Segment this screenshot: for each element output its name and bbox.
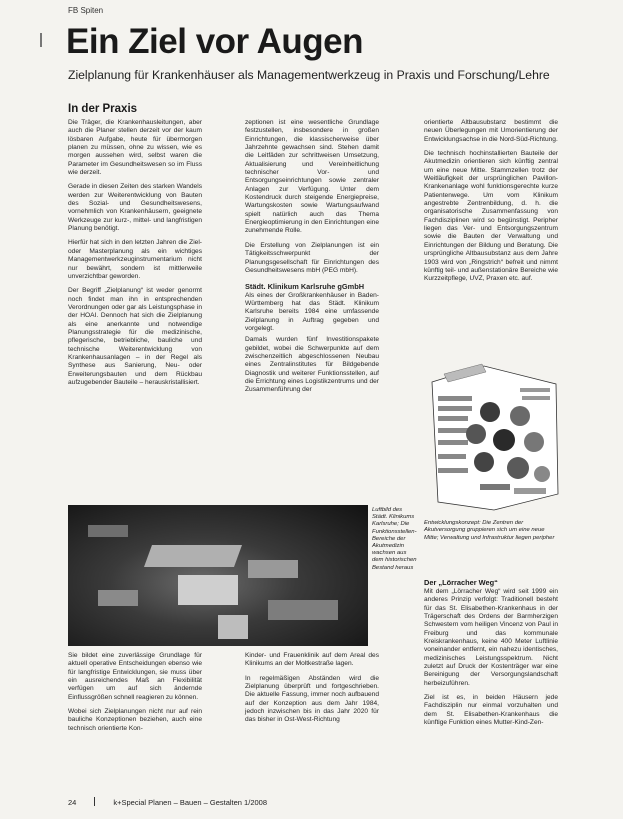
paragraph: Hierfür hat sich in den letzten Jahren die Ziel- oder Masterplanung als ein wichtiges Managementwerkzeuginstrumentarium nicht nur bewährt, sondern ist mittlerweile unverzichtbar geworden. [68, 239, 202, 280]
column-2 [245, 119, 379, 401]
paragraph: Die technisch hochinstallierten Bauteile der Akutmedizin orientieren sich künftig zentral um eine neue Mitte. Stammzellen trotz der Weitläufigkeit der ursprünglichen Pavillon-Krankenanlage wohl funktionsgerechte kurze Patientenwege. Um vom Klinikum angestrebte Zentrenbildung, d. h. die organisatorische Zusammenfassung von Fachdisziplinen wird so begünstigt. Peripher liegen das Ver- und Entsorgungszentrum sowie die Bauten der Verwaltung und Einrichtungen der Bildung und Beratung. Die ursprüngliche Altbausubstanz aus dem Jahre 1903 wird von „Ringstrich“ befreit und nimmt künftig teil- und außenstationäre Bereiche wie Kurzzeitpflege, UVZ, Praxen etc. auf. [424, 150, 558, 283]
paragraph: Kinder- und Frauenklinik auf dem Areal des Klinikums an der Moltkestraße lagen. [245, 652, 379, 668]
paragraph: Ziel ist es, in beiden Häusern jede Fachdisziplin nur einmal vorzuhalten und dem St. Elisabethen-Krankenhaus die künftige Funktion eines Mutter-Kind-Zen- [424, 694, 558, 727]
paragraph: Der Begriff „Zielplanung“ ist weder genormt noch findet man ihn in entsprechenden Verordnungen oder gar als Leistungsphase in der HOAI. Dennoch hat sich die Zielplanung als eine anerkannte und notwendige Planungsstrategie für die medizinische, pflegerische, betriebliche, bauliche und technische Weiterentwicklung von Krankenhausanlagen – in der Regel als Synthese aus Sanierung, Neu- oder Erweiterungsbauten und dem Rückbau aufzugebender Bauteile – herauskristallisiert. [68, 287, 202, 386]
section-label: FB Spiten [68, 6, 104, 15]
page-title: Ein Ziel vor Augen [66, 22, 363, 61]
margin-mark [40, 33, 42, 47]
paragraph: Als eines der Großkrankenhäuser in Baden-Württemberg hat das Städt. Klinikum Karlsruhe bereits 1984 eine umfassende Zielplanung in Auftrag gegeben und vorgelegt. [245, 291, 379, 332]
column-1-lower [68, 652, 202, 739]
paragraph: Gerade in diesen Zeiten des starken Wandels werden zur Weiterentwicklung von Bauten des Sozial- und Gesundheitswesens, vornehmlich von Krankenhäusern, geeignete Werkzeuge zur kurz-, mittel- und langfristigen Planung benötigt. [68, 183, 202, 233]
publication-name: k+Special Planen – Bauen – Gestalten 1/2008 [113, 798, 267, 807]
klinikum-heading: Städt. Klinikum Karlsruhe gGmbH [245, 282, 365, 292]
paragraph: Sie bildet eine zuverlässige Grundlage für aktuell operative Entscheidungen ebenso wie für langfristige Entwicklungen, sie muss über ein ausreichendes Maß an Flexibilität verfügen um auf sich ändernde Einflussgrößen schnell reagieren zu können. [68, 652, 202, 701]
paragraph: Die Träger, die Krankenhausleitungen, aber auch die Planer stellen derzeit vor der kaum lösbaren Aufgabe, heute für übermorgen planen zu müssen, ohne zu wissen, wie es morgen aussehen wird, selbst waren die Parameter im Gesundheitswesen so im Fluss wie derzeit. [68, 119, 202, 177]
paragraph: Wobei sich Zielplanungen nicht nur auf rein bauliche Konzeptionen beziehen, auch eine technisch orientierte Kon- [68, 708, 202, 732]
paragraph: Damals wurden fünf Investitionspakete gebildet, wobei die Schwerpunkte auf dem zwischenzeitlich abgeschlossenen Neubau eines Zentralinstitutes für Bildgebende Diagnostik und weiterer Funktionsstellen, auf die Errichtung eines Logistikzentrums und der Zusammenführung der [245, 336, 379, 394]
site-plan [424, 362, 560, 512]
paragraph: In regelmäßigen Abständen wird die Zielplanung überprüft und fortgeschrieben. Die aktuelle Fassung, immer noch aufbauend auf der Konzeption aus dem Jahr 1984, jedoch inzwischen bis in das Jahr 2020 für das bisher in Ost-West-Richtung [245, 674, 379, 724]
column-2-lower [245, 652, 379, 731]
page-number: 24 [68, 798, 77, 807]
paragraph: Mit dem „Lörracher Weg“ wird seit 1999 ein anderes Prinzip verfolgt: Traditionell besteht für das St. Elisabethen-Krankenhaus in der Trägerschaft des Ordens der Barmherzigen Schwestern vom heiligen Vincenz von Paul in Freiburg und das kommunale Kreiskrankenhaus, keine 400 Meter Luftlinie voneinander entfernt, ein nahezu identisches, medizinisches Leistungsspektrum. Nicht zuletzt auf Druck der Kostenträger war eine Bereinigung der Versorgungslandschaft herbeizuführen. [424, 588, 558, 687]
loerracher-heading: Der „Lörracher Weg“ [424, 578, 498, 587]
page-footer [68, 797, 267, 807]
paragraph: zeptionen ist eine wesentliche Grundlage festzustellen, insbesondere in großen Einrichtungen, die klassischerweise über Jahrzehnte gewachsen sind. Stehen damit die Leitfäden zur schrittweisen Umsetzung, Aktualisierung und Vereinheitlichung technischer Vor- und Entsorgungseinrichtungen sowie zentraler Anlagen zur Verfügung. Unter dem Kostendruck durch steigende Energiepreise, Wartungskosten sowie Wartungsaufwand spielt natürlich auch das Thema Energieoptimierung in den Einrichtungen eine zunehmende Rolle. [245, 119, 379, 235]
paragraph: Die Erstellung von Zielplanungen ist ein Tätigkeitsschwerpunkt der Planungsgesellschaft für Einrichtungen des Gesundheitswesens mbH (PEG mbH). [245, 241, 379, 274]
column-3 [424, 119, 558, 290]
paragraph: orientierte Altbausubstanz bestimmt die neuen Überlegungen mit Umorientierung der Entwicklungsachse in die Nord-Süd-Richtung. [424, 119, 558, 143]
site-plan-drawing [424, 362, 560, 512]
column-1 [68, 119, 202, 393]
photo-caption: Luftbild des Städt. Klinikums Karlsruhe; Die Funktionsstellen- Bereiche der Akutmedizin wachsen aus dem historischen Bestand heraus [372, 507, 417, 571]
plan-caption: Entwicklungskonzept: Die Zentren der Akutversorgung gruppieren sich um eine neue Mitte; Verwaltung und Infrastruktur liegen peripher [424, 520, 555, 541]
aerial-photo [68, 505, 368, 646]
column-3-lower [424, 588, 558, 734]
section-heading: In der Praxis [68, 103, 138, 115]
footer-separator [94, 797, 95, 806]
page-subtitle: Zielplanung für Krankenhäuser als Managementwerkzeug in Praxis und Forschung/Lehre [68, 68, 550, 82]
